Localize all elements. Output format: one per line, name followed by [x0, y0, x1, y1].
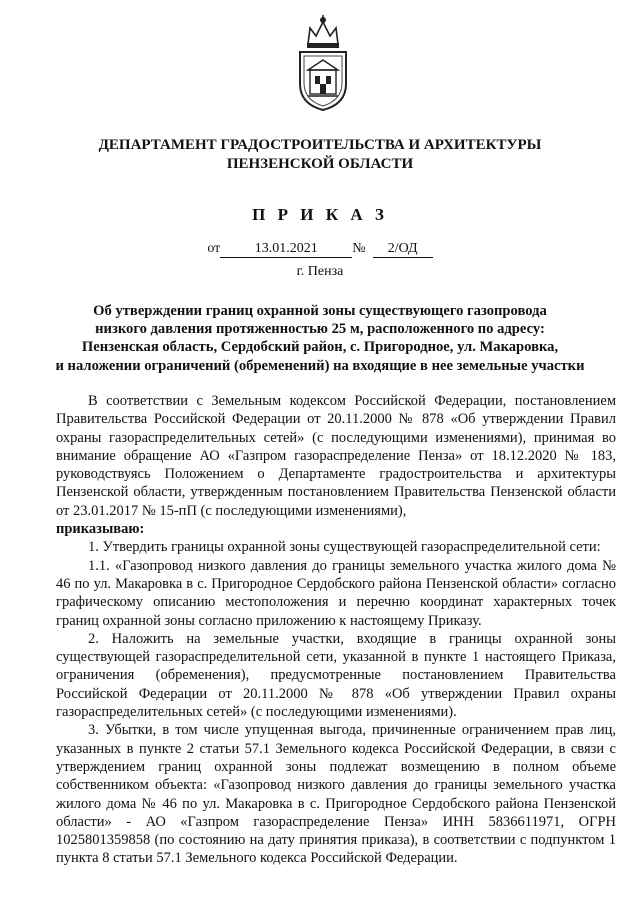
- order-title: П Р И К А З: [252, 205, 388, 224]
- subject-line-4: и наложении ограничений (обременений) на входящие в нее земельные участки: [55, 357, 585, 374]
- preamble-paragraph: В соответствии с Земельным кодексом Российской Федерации, постановлением Правительства Российской Федерации от 20.11.2000 № 878 «Об утверждении Правил охраны газораспределительных сетей» (с последующими изменениями), принимая во внимание обращение АО «Газпром газораспределение Пенза» от 18.12.2020 № 183, руководствуясь Положением о Департаменте градостроительства и архитектуры Пензенской области, утвержденным постановлением Правительства Пензенской области от 23.01.2017 № 15-пП (с последующими изменениями),: [56, 393, 616, 519]
- number-prefix: №: [352, 241, 366, 256]
- order-date: 13.01.2021: [220, 240, 352, 258]
- department-line-1: ДЕПАРТАМЕНТ ГРАДОСТРОИТЕЛЬСТВА И АРХИТЕКТУРЫ: [98, 137, 542, 153]
- item-2: 2. Наложить на земельные участки, входящие в границы охранной зоны существующей газораспределительной сети, указанной в пункте 1 настоящего Приказа, ограничения (обременения), предусмотренные постановлением Правительства Российской Федерации от 20.11.2000 № 878 «Об утверждении Правил охраны газораспределительных сетей» (с последующими изменениями).: [56, 630, 616, 721]
- order-subject: [0, 302, 640, 375]
- subject-line-2: низкого давления протяженностью 25 м, расположенного по адресу:: [95, 321, 545, 338]
- order-body: [56, 392, 616, 868]
- subject-line-3: Пензенская область, Сердобский район, с. Пригородное, ул. Макаровка,: [81, 339, 559, 356]
- department-line-2: ПЕНЗЕНСКОЙ ОБЛАСТИ: [226, 156, 414, 172]
- subject-line-1: Об утверждении границ охранной зоны существующего газопровода: [93, 303, 547, 319]
- item-1: 1. Утвердить границы охранной зоны существующей газораспределительной сети:: [88, 539, 601, 556]
- order-word: приказываю:: [56, 521, 145, 538]
- department-name: [0, 136, 640, 174]
- coat-of-arms-icon: [294, 14, 352, 112]
- item-1-1: 1.1. «Газопровод низкого давления до границы земельного участка жилого дома № 46 по ул. Макаровка в с. Пригородное Сердобского района Пензенской области» согласно графическому описанию местоположения и перечню координат характерных точек границ охранной зоны согласно приложению к настоящему Приказу.: [56, 557, 616, 629]
- date-prefix: от: [207, 241, 221, 256]
- order-date-number-line: [0, 240, 640, 258]
- order-number: 2/ОД: [373, 240, 433, 258]
- order-city: г. Пенза: [296, 264, 344, 279]
- item-3: 3. Убытки, в том числе упущенная выгода, причиненные ограничением прав лиц, указанных в пункте 2 статьи 57.1 Земельного кодекса Российской Федерации, в связи с утверждением границ охранной зоны подлежат возмещению в полном объеме собственником объекта: «Газопровод низкого давления до границы земельного участка жилого дома № 46 по ул. Макаровка в с. Пригородное Сердобского района Пензенской области» - АО «Газпром газораспределение Пенза» ИНН 5836611971, ОГРН 1025801359858 (по состоянию на дату принятия приказа), в соответствии с подпунктом 1 пункта 8 статьи 57.1 Земельного кодекса Российской Федерации.: [56, 722, 616, 867]
